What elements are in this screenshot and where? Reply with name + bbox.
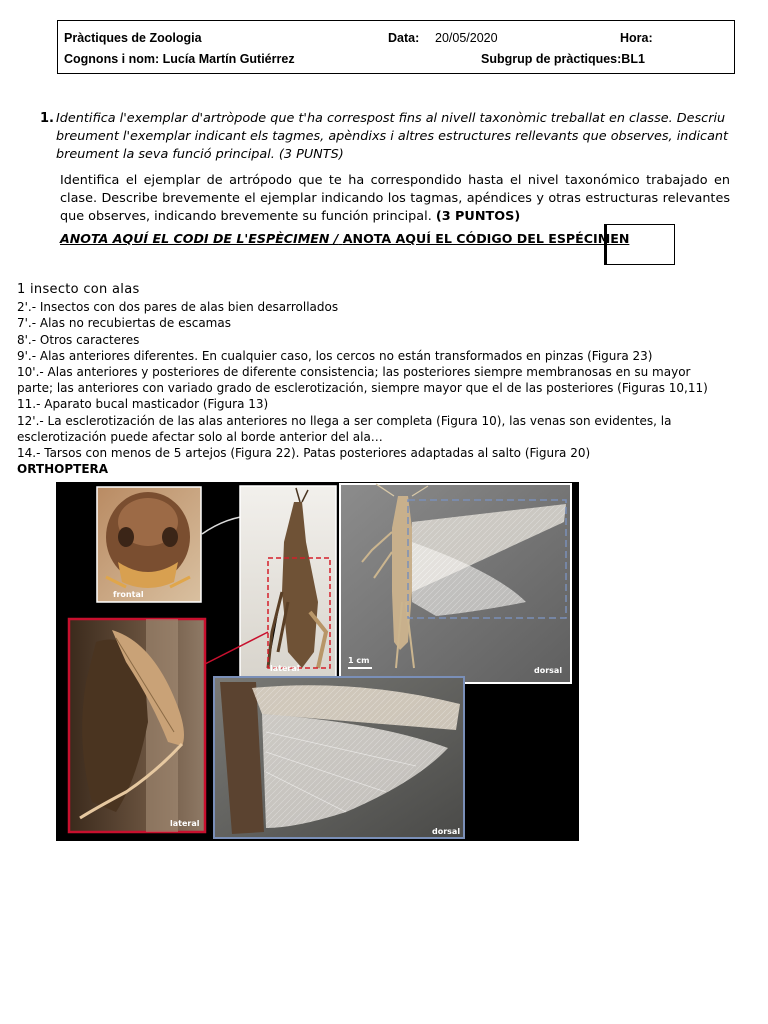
question-catalan-line: breument l'exemplar indicant els tagmes, apèndixs i altres estructures rellevants que observes, indicant [56,129,729,144]
question-number: 1. [40,111,54,126]
label-dorsal-bottom: dorsal [432,827,461,836]
question-catalan-line: Identifica l'exemplar d'artròpode que t'ha correspost fins al nivell taxonòmic treballat en classe. Descriu [56,111,726,126]
date-value: 20/05/2020 [435,31,498,45]
practice-group: Subgrup de pràctiques:BL1 [481,52,645,66]
specimen-photo-composite [56,482,579,841]
question-catalan [56,110,730,164]
subject-title: Pràctiques de Zoologia [64,31,202,45]
label-frontal: frontal [113,590,144,599]
specimen-code-prompt [60,231,629,246]
key-step: 12'.- La esclerotización de las alas anteriores no llega a ser completa (Figura 10), las venas son evidentes, la esclerotización puede afectar solo al borde anterior del ala… [17,413,672,444]
frontal-head-photo [97,487,201,602]
date-label: Data: [388,31,420,45]
question-catalan-line: breument la seva funció principal. (3 PUNTS) [56,147,344,162]
code-prompt-spanish: ANOTA AQUÍ EL CÓDIGO DEL ESPÉCIMEN [342,231,630,246]
time-label: Hora: [620,31,653,45]
label-lateral-top: lateral [270,664,300,673]
specimen-photo-svg [56,482,579,841]
key-result: ORTHOPTERA [17,462,109,477]
key-step: 14.- Tarsos con menos de 5 artejos (Figura 22). Patas posteriores adaptadas al salto (Figura 20) [17,446,591,461]
question-spanish [60,172,730,226]
key-title: 1 insecto con alas [17,282,140,297]
question-spanish-points: (3 PUNTOS) [435,209,521,224]
student-name: Cognons i nom: Lucía Martín Gutiérrez [64,52,295,66]
dichotomous-key [17,282,729,477]
key-step: 7'.- Alas no recubiertas de escamas [17,316,231,331]
header-box [57,20,735,74]
specimen-code-box[interactable] [606,224,675,265]
dorsal-bottom-photo [214,677,464,838]
question-spanish-text: Identifica el ejemplar de artrópodo que te ha correspondido hasta el nivel taxonómico trabajado en clase. Describe brevemente el ejemplar indicando los tagmas, apéndices y otras estructuras relevantes que observes, indicando brevemente su función principal. [60,173,730,224]
key-step: 8'.- Otros caracteres [17,332,140,347]
key-step: 11.- Aparato bucal masticador (Figura 13) [17,397,269,412]
key-step: 2'.- Insectos con dos pares de alas bien desarrollados [17,300,339,315]
code-prompt-catalan: ANOTA AQUÍ EL CODI DE L'ESPÈCIMEN / [60,231,339,246]
key-step: 9'.- Alas anteriores diferentes. En cualquier caso, los cercos no están transformados en pinzas (Figura 23) [17,348,653,363]
key-step: 10'.- Alas anteriores y posteriores de diferente consistencia; las posteriores siempre membranosas en su mayor parte; las anteriores con variado grado de esclerotización, siempre mayor que el de las posteriores (Figuras 10,11) [17,365,708,396]
lateral-top-photo [240,486,336,678]
label-lateral-bottom: lateral [170,819,200,828]
label-dorsal-top: dorsal [534,666,563,675]
label-scale: 1 cm [348,656,370,665]
dorsal-top-photo [340,484,571,683]
lateral-bottom-photo [69,619,205,832]
